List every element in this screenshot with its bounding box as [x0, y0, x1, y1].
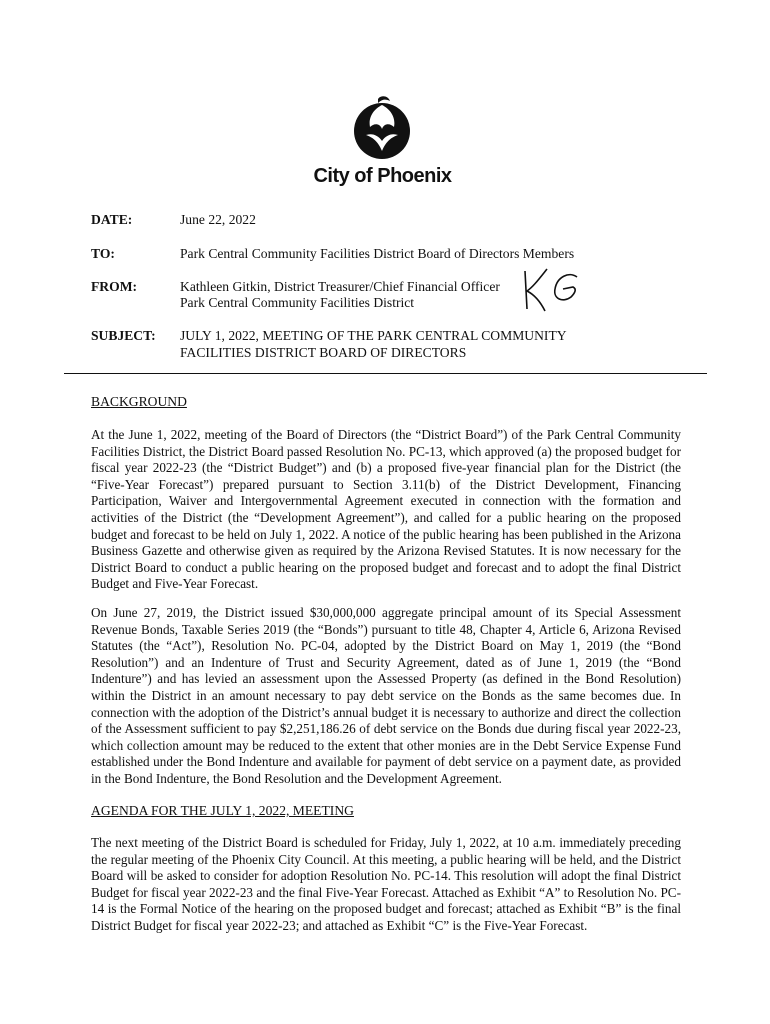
logo-text: City of Phoenix — [313, 165, 452, 187]
from-label: FROM: — [91, 279, 138, 294]
date-value: June 22, 2022 — [180, 212, 256, 227]
subject-line-1: JULY 1, 2022, MEETING OF THE PARK CENTRAL COMMUNITY — [180, 328, 567, 343]
to-label: TO: — [91, 246, 115, 261]
from-line-1: Kathleen Gitkin, District Treasurer/Chief Financial Officer — [180, 279, 500, 294]
background-heading: BACKGROUND — [91, 394, 187, 409]
from-line-2: Park Central Community Facilities District — [180, 295, 415, 310]
to-value: Park Central Community Facilities District Board of Directors Members — [180, 246, 575, 261]
city-logo — [300, 95, 465, 195]
phoenix-bird-icon — [348, 95, 416, 163]
background-paragraph-2: On June 27, 2019, the District issued $30,000,000 aggregate principal amount of its Special Assessment Revenue Bonds, Taxable Series 2019 (the “Bonds”) pursuant to title 48, Chapter 4, Article 6, Arizona Revised Statutes (the “Act”), Resolution No. PC-04, adopted by the District Board on May 1, 2019 (the “Bond Resolution”) and an Indenture of Trust and Security Agreement, dated as of June 1, 2019 (the “Bond Indenture”) and has levied an assessment upon the Assessed Property (as defined in the Bond Resolution) within the District in an amount necessary to pay debt service on the Bonds as the same becomes due. In connection with the adoption of the District’s annual budget it is necessary to authorize and direct the collection of the Assessment sufficient to pay $2,251,186.26 of debt service on the Bonds due during fiscal year 2022-23, which collection amount may be reduced to the extent that other monies are in the Debt Service Expense Fund established under the Bond Indenture and available for payment of debt service on a payment date, as provided in the Bond Indenture, the Bond Resolution and the Development Agreement. — [91, 605, 681, 786]
background-paragraph-1: At the June 1, 2022, meeting of the Board of Directors (the “District Board”) of the Park Central Community Facilities District, the District Board passed Resolution No. PC-13, which approved (a) the proposed budget for fiscal year 2022-23 (the “District Budget”) and (b) a proposed five-year financial plan for the District (the “Five-Year Forecast”) prepared pursuant to Section 3.11(b) of the District Development, Financing Participation, Waiver and Intergovernmental Agreement executed in connection with the formation and activities of the District (the “Development Agreement”), and called for a public hearing on the proposed budget and forecast to be held on July 1, 2022. A notice of the public hearing has been published in the Arizona Business Gazette and otherwise given as required by the Arizona Revised Statutes. It is now necessary for the District Board to conduct a public hearing on the proposed budget and forecast and to adopt the final District Budget and Five-Year Forecast. — [91, 427, 681, 592]
agenda-paragraph-1: The next meeting of the District Board is scheduled for Friday, July 1, 2022, at 10 a.m. immediately preceding the regular meeting of the Phoenix City Council. At this meeting, a public hearing will be held, and the District Board will be asked to consider for adoption Resolution No. PC-14. This resolution will adopt the final District Budget for fiscal year 2022-23 and the final Five-Year Forecast. Attached as Exhibit “A” to Resolution No. PC-14 is the Formal Notice of the hearing on the proposed budget and forecast; attached as Exhibit “B” is the final District Budget for fiscal year 2022-23; and attached as Exhibit “C” is the Five-Year Forecast. — [91, 835, 681, 933]
subject-label: SUBJECT: — [91, 328, 156, 343]
date-label: DATE: — [91, 212, 133, 227]
signature-mark — [517, 265, 587, 313]
agenda-heading: AGENDA FOR THE JULY 1, 2022, MEETING — [91, 803, 354, 818]
header-divider — [64, 373, 707, 374]
subject-line-2: FACILITIES DISTRICT BOARD OF DIRECTORS — [180, 345, 467, 360]
signature — [517, 265, 587, 318]
